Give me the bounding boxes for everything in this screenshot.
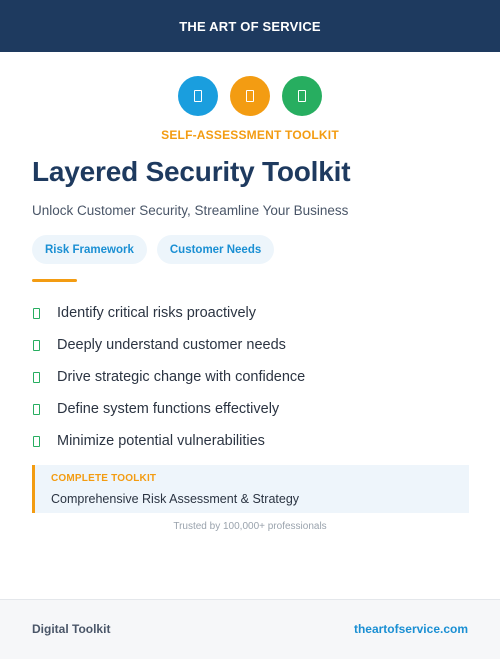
callout-label: COMPLETE TOOLKIT (51, 473, 157, 484)
page-subtitle: Unlock Customer Security, Streamline Your Business (32, 203, 349, 218)
footer-label: Digital Toolkit (32, 622, 111, 636)
green-badge-icon (282, 76, 322, 116)
check-icon (33, 436, 40, 447)
feature-text: Define system functions effectively (57, 401, 280, 417)
tag-list (32, 235, 274, 264)
website-link[interactable]: theartofservice.com (353, 622, 468, 636)
feature-text: Identify critical risks proactively (57, 305, 257, 321)
list-item (32, 425, 305, 457)
feature-text: Minimize potential vulnerabilities (57, 433, 265, 449)
list-item (32, 297, 305, 329)
list-item (32, 361, 305, 393)
tag-customer-needs: Customer Needs (157, 235, 274, 264)
tag-risk-framework: Risk Framework (32, 235, 147, 264)
top-banner (0, 0, 500, 52)
brand-title: THE ART OF SERVICE (179, 18, 321, 34)
list-item (32, 393, 305, 425)
callout-text: Comprehensive Risk Assessment & Strategy (51, 492, 300, 506)
trust-note: Trusted by 100,000+ professionals (173, 521, 327, 532)
complete-toolkit-callout (32, 465, 469, 513)
footer (0, 599, 500, 659)
check-icon (33, 372, 40, 383)
blue-badge-icon (178, 76, 218, 116)
orange-badge-icon (230, 76, 270, 116)
list-item (32, 329, 305, 361)
page-title: Layered Security Toolkit (32, 156, 351, 187)
check-icon (33, 308, 40, 319)
icon-row (0, 76, 500, 116)
check-icon (33, 404, 40, 415)
eyebrow-label: SELF-ASSESSMENT TOOLKIT (161, 128, 339, 142)
accent-divider (32, 279, 77, 282)
feature-text: Drive strategic change with confidence (57, 369, 306, 385)
feature-list (32, 297, 305, 457)
check-icon (33, 340, 40, 351)
feature-text: Deeply understand customer needs (57, 337, 286, 353)
